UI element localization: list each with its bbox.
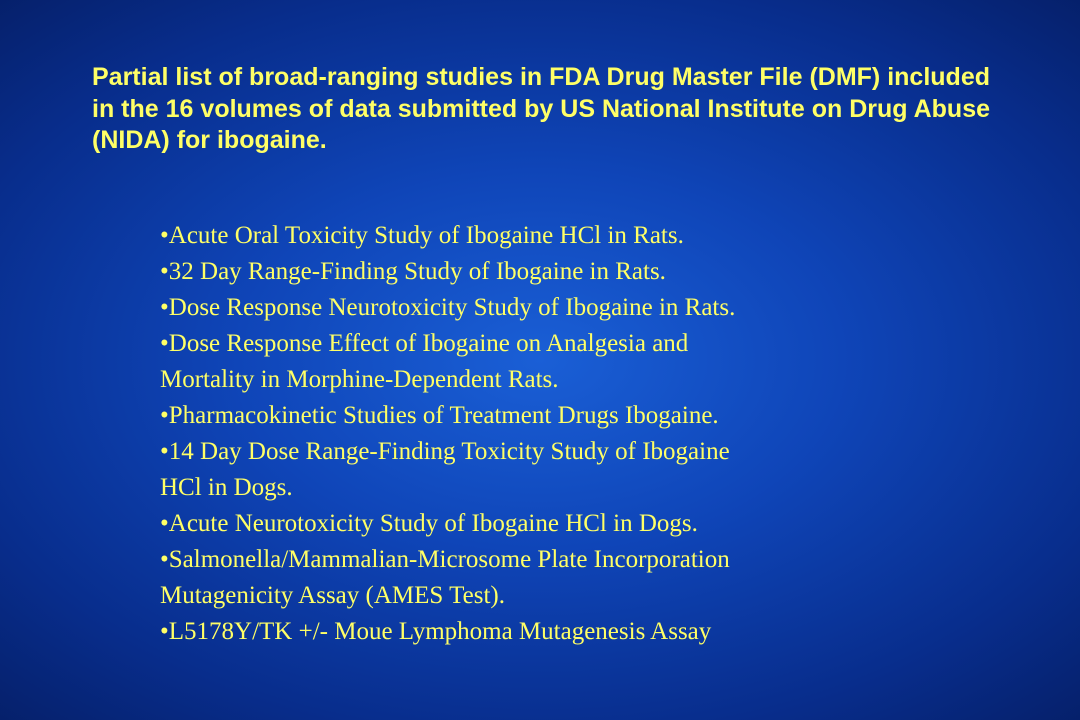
study-title: 32 Day Range-Finding Study of Ibogaine in Rats. — [168, 258, 666, 285]
study-title: Salmonella/Mammalian-Microsome Plate Incorporation — [168, 546, 730, 573]
list-item — [160, 506, 940, 542]
study-list — [160, 218, 940, 650]
study-title: L5178Y/TK +/- Moue Lymphoma Mutagenesis Assay — [168, 618, 712, 645]
bullet-icon: • — [160, 546, 169, 573]
list-item — [160, 614, 940, 650]
study-title: Dose Response Neurotoxicity Study of Ibogaine in Rats. — [168, 294, 736, 321]
slide-heading: Partial list of broad-ranging studies in FDA Drug Master File (DMF) included in the 16 volumes of data submitted by US National Institute on Drug Abuse (NIDA) for ibogaine. — [92, 63, 990, 154]
study-title: Acute Oral Toxicity Study of Ibogaine HCl in Rats. — [168, 222, 684, 249]
study-title: Dose Response Effect of Ibogaine on Analgesia and — [168, 330, 689, 357]
list-item — [160, 326, 940, 398]
study-title: Pharmacokinetic Studies of Treatment Drugs Ibogaine. — [168, 402, 719, 429]
bullet-icon: • — [160, 294, 169, 321]
bullet-icon: • — [160, 438, 169, 465]
bullet-icon: • — [160, 330, 169, 357]
list-item — [160, 218, 940, 254]
list-item — [160, 434, 940, 506]
bullet-icon: • — [160, 510, 169, 537]
list-item — [160, 290, 940, 326]
bullet-icon: • — [160, 222, 169, 249]
study-title-continued: Mortality in Morphine-Dependent Rats. — [160, 366, 559, 393]
bullet-icon: • — [160, 258, 169, 285]
study-title-continued: Mutagenicity Assay (AMES Test). — [160, 582, 505, 609]
list-item — [160, 542, 940, 614]
list-item — [160, 254, 940, 290]
bullet-icon: • — [160, 402, 169, 429]
bullet-icon: • — [160, 618, 169, 645]
study-title: Acute Neurotoxicity Study of Ibogaine HCl in Dogs. — [168, 510, 698, 537]
study-title-continued: HCl in Dogs. — [160, 474, 293, 501]
study-title: 14 Day Dose Range-Finding Toxicity Study of Ibogaine — [168, 438, 730, 465]
list-item — [160, 398, 940, 434]
